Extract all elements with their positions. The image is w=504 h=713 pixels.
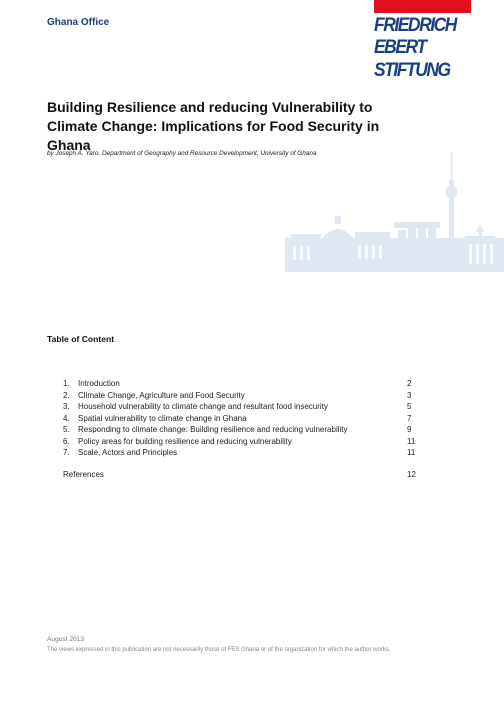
document-title: Building Resilience and reducing Vulnerability to Climate Change: Implications for Food Security in Ghana bbox=[47, 99, 380, 153]
logo-line-2: EBERT bbox=[374, 37, 426, 58]
toc-item-label: Responding to climate change: Building resilience and reducing vulnerability bbox=[78, 425, 348, 434]
toc-heading: Table of Content bbox=[47, 334, 115, 344]
references-label: References bbox=[63, 470, 104, 479]
toc-item-number: 6. bbox=[63, 436, 70, 446]
toc-item-page: 9 bbox=[407, 425, 412, 434]
toc-item-page: 3 bbox=[407, 390, 412, 400]
toc-item[interactable] bbox=[63, 401, 423, 413]
toc-item-page: 11 bbox=[407, 436, 416, 446]
toc-item[interactable] bbox=[63, 413, 423, 425]
toc-item-page: 5 bbox=[407, 402, 412, 411]
logo-line-3: STIFTUNG bbox=[374, 60, 450, 81]
office-label: Ghana Office bbox=[47, 17, 110, 28]
references-page: 12 bbox=[407, 470, 416, 479]
disclaimer-text: The views expressed in this publication are not necessarily those of FES Ghana or of the organization for which the author works. bbox=[47, 647, 391, 653]
toc-item[interactable] bbox=[63, 390, 423, 402]
toc-item-page: 11 bbox=[407, 448, 416, 457]
author-byline: by Joseph A. Yaro, Department of Geography and Resource Development, University of Ghana bbox=[47, 150, 317, 157]
toc-item-number: 4. bbox=[63, 413, 70, 423]
berlin-skyline-icon bbox=[283, 150, 504, 272]
toc-item-number: 7. bbox=[63, 448, 70, 457]
publication-date: August 2013 bbox=[47, 636, 85, 643]
toc-item-label: Introduction bbox=[78, 379, 120, 388]
toc-item-label: Scale, Actors and Principles bbox=[78, 448, 178, 457]
table-of-contents bbox=[63, 378, 423, 459]
toc-item[interactable] bbox=[63, 378, 423, 390]
logo-red-bar bbox=[374, 0, 471, 13]
toc-item-label: Policy areas for building resilience and reducing vulnerability bbox=[78, 436, 292, 446]
toc-item-page: 2 bbox=[407, 379, 412, 388]
fes-logo bbox=[374, 0, 471, 84]
toc-item[interactable] bbox=[63, 436, 423, 448]
toc-references[interactable] bbox=[63, 469, 423, 481]
toc-item-label: Climate Change, Agriculture and Food Security bbox=[78, 390, 245, 400]
toc-item-page: 7 bbox=[407, 413, 412, 423]
toc-item-number: 1. bbox=[63, 379, 70, 388]
logo-line-1: FRIEDRICH bbox=[374, 15, 456, 36]
toc-item-number: 3. bbox=[63, 402, 70, 411]
toc-item[interactable] bbox=[63, 424, 423, 436]
toc-item-number: 5. bbox=[63, 425, 70, 434]
toc-item-number: 2. bbox=[63, 390, 70, 400]
toc-item-label: Spatial vulnerability to climate change in Ghana bbox=[78, 413, 247, 423]
toc-item[interactable] bbox=[63, 447, 423, 459]
toc-item-label: Household vulnerability to climate change and resultant food insecurity bbox=[78, 402, 328, 411]
